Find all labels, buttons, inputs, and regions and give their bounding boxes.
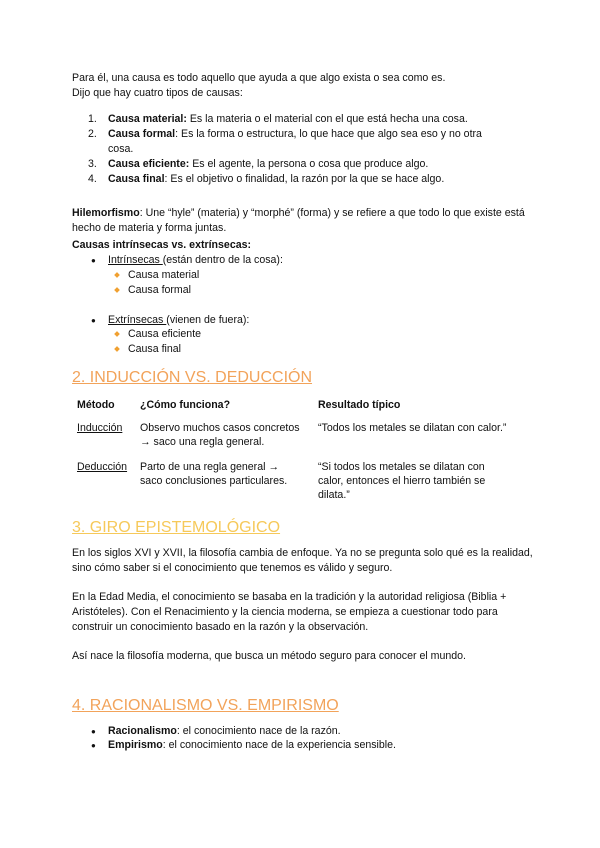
how-cell-line: Observo muchos casos concretos <box>140 422 300 434</box>
result-cell-line: calor, entonces el hierro también se <box>318 475 486 487</box>
intro-line-2: Dijo que hay cuatro tipos de causas: <box>72 87 243 99</box>
section-4-title: 4. RACIONALISMO VS. EMPIRISMO <box>72 697 339 714</box>
list-item <box>91 313 250 328</box>
list-item <box>88 172 528 187</box>
list-item <box>128 342 181 357</box>
bullet-icon: ● <box>91 256 96 265</box>
diamond-bullet-icon <box>114 287 120 293</box>
sublist-label: Causa material <box>128 269 200 281</box>
cause-desc: Es el agente, la persona o cosa que produce algo. <box>189 158 429 170</box>
cause-term: Causa eficiente: <box>108 158 190 170</box>
empirismo-term: Empirismo <box>108 739 163 751</box>
diamond-bullet-icon <box>114 346 120 352</box>
diamond-bullet-icon <box>114 272 120 278</box>
method-cell: Deducción <box>77 461 128 473</box>
empirismo-desc: : el conocimiento nace de la experiencia sensible. <box>162 739 396 751</box>
list-number: 2. <box>88 128 97 140</box>
result-cell-line: “Si todos los metales se dilatan con <box>318 461 485 473</box>
list-number: 1. <box>88 113 97 125</box>
sublist-label: Causa eficiente <box>128 328 202 340</box>
cause-term: Causa material: <box>108 113 187 125</box>
sublist-label: Causa final <box>128 343 181 355</box>
sublist-label: Causa formal <box>128 284 191 296</box>
bullet-icon: ● <box>91 316 96 325</box>
hilemorfismo-desc: : Une “hyle” (materia) y “morphé” (forma) y se refiere a que todo lo que existe está hecho de materia y forma juntas. <box>72 207 525 234</box>
list-item <box>91 738 396 753</box>
list-item <box>128 327 201 342</box>
list-item <box>128 283 191 298</box>
cause-desc: Es la materia o el material con el que está hecha una cosa. <box>186 113 468 125</box>
list-item <box>91 724 341 739</box>
bullet-icon: ● <box>91 741 96 750</box>
racionalismo-term: Racionalismo <box>108 725 177 737</box>
table-header-result: Resultado típico <box>318 399 401 411</box>
list-item <box>128 268 199 283</box>
list-item <box>88 157 528 172</box>
bullet-icon: ● <box>91 727 96 736</box>
section-3-title: 3. GIRO EPISTEMOLÓGICO <box>72 519 281 536</box>
how-cell-line: saco conclusiones particulares. <box>140 475 288 487</box>
intro-line-1: Para él, una causa es todo aquello que ayuda a que algo exista o sea como es. <box>72 72 446 84</box>
table-header-how: ¿Cómo funciona? <box>140 399 231 411</box>
how-cell-line: Parto de una regla general → <box>140 461 279 473</box>
how-cell-line: → saco una regla general. <box>140 436 265 448</box>
intrinsecas-rest: (están dentro de la cosa): <box>162 254 283 266</box>
list-item <box>91 253 283 268</box>
intrinsecas-label: Intrínsecas <box>108 254 163 266</box>
cause-term: Causa formal <box>108 128 176 140</box>
table-header-method: Método <box>77 399 115 411</box>
hilemorfismo-paragraph <box>72 206 532 236</box>
extrinsecas-label: Extrínsecas <box>108 314 167 326</box>
extrinsecas-rest: (vienen de fuera): <box>166 314 250 326</box>
cause-desc: : Es el objetivo o finalidad, la razón por la que se hace algo. <box>164 173 445 185</box>
result-cell-line: dilata.” <box>318 489 350 501</box>
causas-heading: Causas intrínsecas vs. extrínsecas: <box>72 239 252 251</box>
cause-term: Causa final <box>108 173 165 185</box>
racionalismo-desc: : el conocimiento nace de la razón. <box>176 725 341 737</box>
list-number: 4. <box>88 173 97 185</box>
list-number: 3. <box>88 158 97 170</box>
result-cell-line: “Todos los metales se dilatan con calor.” <box>318 422 507 434</box>
cause-desc: : Es la forma o estructura, lo que hace que algo sea eso y no otra cosa. <box>108 128 482 155</box>
hilemorfismo-term: Hilemorfismo <box>72 207 140 219</box>
diamond-bullet-icon <box>114 331 120 337</box>
list-item <box>88 127 508 157</box>
section-3-paragraph-3: Así nace la filosofía moderna, que busca un método seguro para conocer el mundo. <box>72 650 466 662</box>
section-3-paragraph-2: En la Edad Media, el conocimiento se basaba en la tradición y la autoridad religiosa (Biblia + Aristóteles). Con el Renacimiento y la ciencia moderna, se empieza a cuestionar todo para construir un conocimiento basado en la razón y la observación. <box>72 591 507 633</box>
list-item <box>88 112 528 127</box>
section-2-title: 2. INDUCCIÓN VS. DEDUCCIÓN <box>72 369 313 386</box>
method-cell: Inducción <box>77 422 123 434</box>
section-3-paragraph-1: En los siglos XVI y XVII, la filosofía cambia de enfoque. Ya no se pregunta solo qué es la realidad, sino cómo saber si el conocimiento que tenemos es válido y seguro. <box>72 547 533 574</box>
